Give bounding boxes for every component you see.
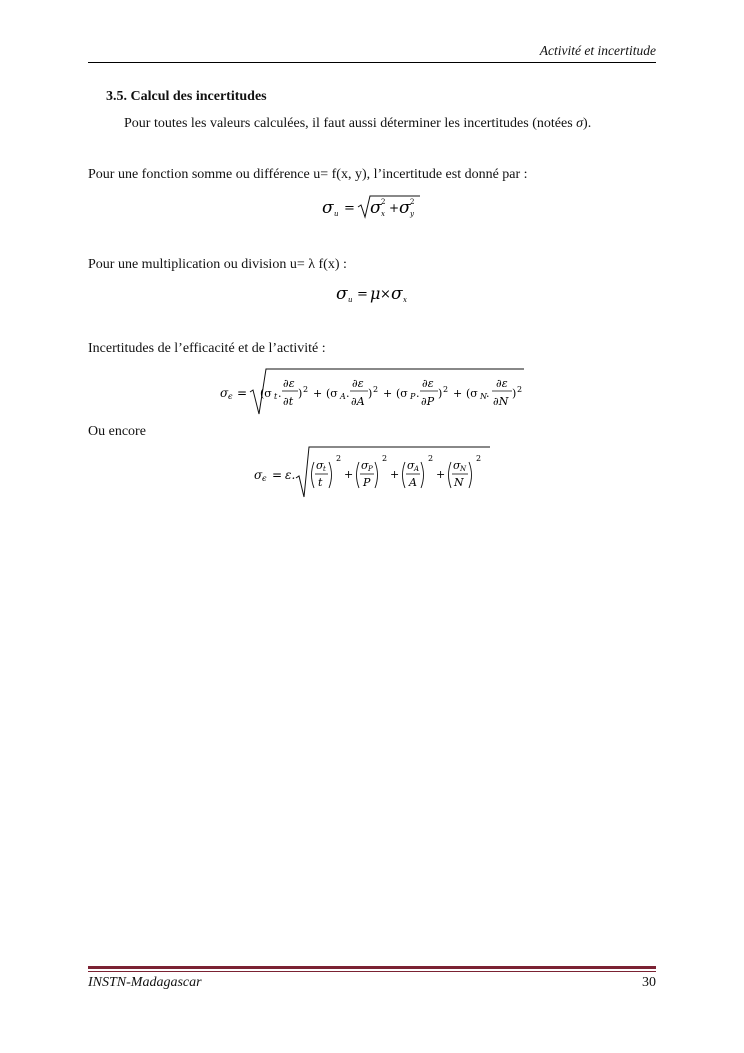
term-t-square: 2 bbox=[336, 454, 342, 463]
term-n-dot: . bbox=[486, 387, 490, 400]
term-p-num: σ bbox=[361, 459, 369, 472]
paren-right-a bbox=[421, 462, 424, 488]
plus-3: + bbox=[453, 387, 463, 400]
term-p-dot: . bbox=[416, 387, 420, 400]
running-header-title: Activité et incertitude bbox=[539, 43, 656, 58]
term-p-open: (σ bbox=[396, 387, 408, 400]
header-divider bbox=[88, 62, 656, 63]
formula-equals: = bbox=[237, 386, 248, 400]
term-t-denominator: ∂t bbox=[283, 395, 294, 408]
term-n-sub: N bbox=[480, 392, 487, 401]
plus-1: + bbox=[313, 387, 323, 400]
term-n-num-sub: N bbox=[460, 465, 467, 473]
formula-plus: + bbox=[389, 201, 400, 215]
term-t-numerator: ∂ε bbox=[283, 377, 295, 390]
term-t-close: ) bbox=[298, 387, 303, 400]
term-a-num: σ bbox=[407, 459, 415, 472]
sum-paragraph: Pour une fonction somme ou différence u= f(x, y), l’incertitude est donné par : bbox=[88, 167, 528, 182]
formula-times: × bbox=[380, 287, 391, 302]
term-p-den: P bbox=[363, 476, 371, 489]
intro-paragraph bbox=[124, 116, 591, 132]
intro-sigma-symbol: σ bbox=[576, 116, 584, 131]
term-t-num: σ bbox=[316, 459, 324, 472]
plus-2: + bbox=[390, 468, 400, 481]
term-n-numerator: ∂ε bbox=[496, 377, 508, 390]
product-uncertainty-formula bbox=[334, 280, 424, 308]
term-n-square: 2 bbox=[517, 385, 523, 394]
formula-sub-y: y bbox=[410, 210, 414, 218]
formula-sup-2: 2 bbox=[381, 198, 386, 206]
term-n-den: N bbox=[454, 476, 464, 489]
footer-divider-thick bbox=[88, 966, 656, 969]
plus-3: + bbox=[436, 468, 446, 481]
plus-2: + bbox=[383, 387, 393, 400]
formula-sigma-epsilon: σ bbox=[254, 468, 263, 482]
footer-divider-thin bbox=[88, 971, 656, 972]
term-t-open: (σ bbox=[260, 387, 272, 400]
formula-sigma-x: σ bbox=[370, 198, 382, 218]
term-t-den: t bbox=[318, 476, 323, 489]
term-p-sub: P bbox=[410, 392, 416, 401]
term-t-sub: t bbox=[274, 392, 278, 401]
term-a-denominator: ∂A bbox=[351, 395, 365, 408]
formula-sub-u: u bbox=[348, 296, 353, 304]
plus-1: + bbox=[344, 468, 354, 481]
term-n-open: (σ bbox=[466, 387, 478, 400]
or-paragraph: Ou encore bbox=[88, 424, 146, 439]
term-a-close: ) bbox=[368, 387, 373, 400]
formula-equals: = bbox=[357, 287, 368, 302]
term-p-denominator: ∂P bbox=[421, 395, 435, 408]
formula-sup-2b: 2 bbox=[410, 198, 415, 206]
paren-right-n bbox=[469, 462, 472, 488]
product-paragraph: Pour une multiplication ou division u= λ f(x) : bbox=[88, 257, 347, 272]
term-a-numerator: ∂ε bbox=[352, 377, 364, 390]
formula-sigma-u: σ bbox=[322, 198, 334, 218]
term-p-numerator: ∂ε bbox=[422, 377, 434, 390]
term-a-num-sub: A bbox=[414, 465, 420, 473]
formula-sigma-y: σ bbox=[399, 198, 411, 218]
formula-sigma-epsilon: σ bbox=[220, 386, 229, 400]
paren-left-t bbox=[312, 462, 315, 488]
term-n-denominator: ∂N bbox=[493, 395, 509, 408]
paren-left-p bbox=[357, 462, 360, 488]
footer-institution: INSTN-Madagascar bbox=[88, 975, 202, 990]
term-a-den: A bbox=[409, 476, 417, 489]
term-a-square: 2 bbox=[373, 385, 379, 394]
term-a-square: 2 bbox=[428, 454, 434, 463]
formula-mu: μ bbox=[370, 284, 381, 303]
formula-sigma-x: σ bbox=[391, 284, 403, 304]
efficiency-paragraph: Incertitudes de l’efficacité et de l’activité : bbox=[88, 341, 326, 356]
term-t-square: 2 bbox=[303, 385, 309, 394]
formula-sub-epsilon: ϵ bbox=[228, 392, 233, 401]
term-p-num-sub: P bbox=[368, 465, 373, 473]
paren-left-a bbox=[403, 462, 406, 488]
term-t-num-sub: t bbox=[323, 465, 326, 473]
paren-right-t bbox=[329, 462, 332, 488]
formula-equals: = bbox=[272, 468, 283, 482]
formula-equals: = bbox=[344, 201, 355, 216]
formula-sub-epsilon: ϵ bbox=[262, 474, 267, 483]
intro-text-end: ). bbox=[583, 116, 592, 131]
relative-uncertainty-formula bbox=[252, 444, 496, 500]
term-t-dot: . bbox=[278, 387, 282, 400]
term-p-close: ) bbox=[438, 387, 443, 400]
formula-sub-x: x bbox=[403, 296, 407, 304]
formula-sub-x: x bbox=[381, 210, 385, 218]
section-heading: 3.5. Calcul des incertitudes bbox=[106, 89, 267, 104]
sum-uncertainty-formula bbox=[318, 192, 428, 224]
term-a-sub: A bbox=[340, 392, 346, 401]
paren-left-n bbox=[449, 462, 452, 488]
formula-sub-u: u bbox=[334, 210, 339, 218]
paren-right-p bbox=[375, 462, 378, 488]
term-n-square: 2 bbox=[476, 454, 482, 463]
term-p-square: 2 bbox=[443, 385, 449, 394]
term-n-close: ) bbox=[512, 387, 517, 400]
formula-epsilon: ε. bbox=[285, 468, 296, 482]
term-p-square: 2 bbox=[382, 454, 388, 463]
term-n-num: σ bbox=[453, 459, 461, 472]
efficiency-uncertainty-formula bbox=[218, 366, 530, 418]
page-number: 30 bbox=[642, 975, 656, 990]
term-a-dot: . bbox=[346, 387, 350, 400]
formula-sigma-u: σ bbox=[336, 284, 348, 304]
term-a-open: (σ bbox=[326, 387, 338, 400]
intro-text: Pour toutes les valeurs calculées, il faut aussi déterminer les incertitudes (notées bbox=[124, 116, 577, 131]
